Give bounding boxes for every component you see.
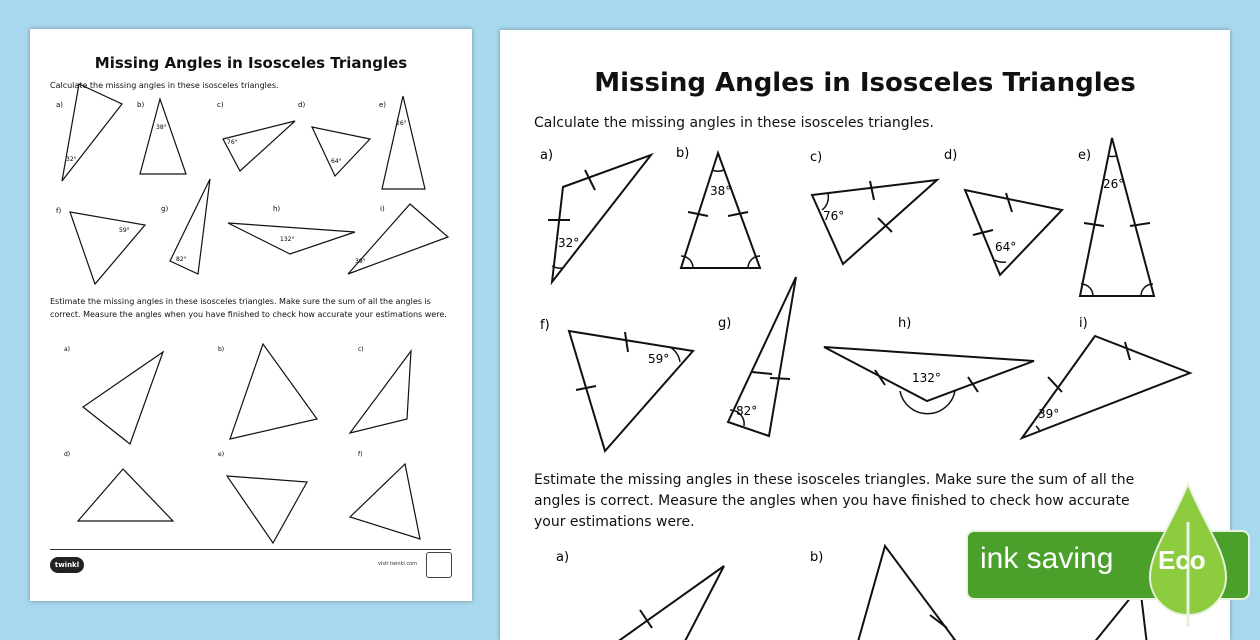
thumb-label-f: f): [56, 207, 62, 215]
instruction-estimate: Estimate the missing angles in these isosceles triangles. Make sure the sum of all the angles is correct. Measure the angles when you have finished to check how accurate your estimations were.: [50, 297, 447, 319]
instruction-calculate: Calculate the missing angles in these isosceles triangles.: [50, 81, 279, 90]
label-c: c): [810, 150, 823, 165]
label-g: g): [718, 316, 732, 331]
footer-url: visit twinkl.com: [378, 561, 418, 567]
twinkl-logo: twinkl: [50, 557, 84, 573]
thumb-est-a: a): [64, 346, 71, 353]
thumb-label-i: i): [380, 205, 385, 213]
thumb-label-e: e): [379, 101, 387, 109]
label-e: e): [1078, 148, 1092, 163]
estimate-triangle-c: [350, 351, 411, 433]
thumb-angle-a: 32°: [66, 156, 77, 163]
thumb-est-c: c): [358, 346, 364, 353]
thumb-angle-h: 132°: [280, 236, 295, 243]
thumb-angle-d: 64°: [331, 158, 342, 165]
quality-badge-icon: [426, 552, 452, 578]
label-h: h): [898, 316, 912, 331]
instruction-calculate-large: Calculate the missing angles in these isosceles triangles.: [534, 115, 934, 131]
ink-saving-text: ink saving: [980, 542, 1114, 575]
thumb-label-c: c): [217, 101, 224, 109]
triangle-d: [312, 127, 370, 176]
angle-d: 64°: [995, 240, 1017, 254]
angle-g: 82°: [736, 404, 758, 418]
big-estimate-triangle-b: [850, 546, 955, 640]
thumb-angle-i: 39°: [355, 258, 366, 265]
thumb-label-b: b): [137, 101, 145, 109]
label-f: f): [540, 318, 550, 333]
thumb-label-h: h): [273, 205, 281, 213]
label-d: d): [944, 148, 958, 163]
thumb-angle-e: 26°: [396, 120, 407, 127]
estimate-triangle-d: [78, 469, 173, 521]
label-a: a): [540, 148, 554, 163]
estimate-triangle-e: [227, 476, 307, 543]
thumb-label-g: g): [161, 205, 169, 213]
triangle-a: [62, 84, 122, 181]
thumb-angle-c: 76°: [227, 139, 238, 146]
estimate-triangle-f: [350, 464, 420, 539]
estimate-label-a: a): [556, 550, 570, 565]
page-title: Missing Angles in Isosceles Triangles: [94, 54, 408, 72]
label-b: b): [676, 146, 690, 161]
angle-f: 59°: [648, 352, 670, 366]
estimate-label-b: b): [810, 550, 824, 565]
big-estimate-triangle-a: [620, 566, 724, 640]
thumb-angle-f: 59°: [119, 227, 130, 234]
angle-h: 132°: [912, 371, 941, 385]
estimate-triangle-b: [230, 344, 317, 439]
big-triangle-i: [1022, 336, 1190, 438]
thumb-angle-b: 38°: [156, 124, 167, 131]
thumb-est-f: f): [358, 451, 363, 458]
angle-e: 26°: [1103, 177, 1125, 191]
thumb-angle-g: 82°: [176, 256, 187, 263]
page-title-large: Missing Angles in Isosceles Triangles: [594, 68, 1136, 98]
big-triangle-a: [552, 155, 651, 282]
worksheet-thumbnail[interactable]: [30, 29, 472, 601]
triangle-c: [223, 121, 295, 171]
estimate-triangle-a: [83, 352, 163, 444]
thumb-est-b: b): [218, 346, 225, 353]
triangle-b: [140, 99, 186, 174]
triangle-e: [382, 96, 425, 189]
thumb-est-e: e): [218, 451, 225, 458]
angle-i: 39°: [1038, 407, 1060, 421]
angle-c: 76°: [823, 209, 845, 223]
big-triangle-e: [1080, 138, 1154, 296]
eco-label: Eco: [1158, 545, 1206, 575]
big-triangle-f: [569, 331, 693, 451]
footer-divider: [50, 549, 451, 550]
thumb-label-d: d): [298, 101, 306, 109]
instruction-estimate-large: Estimate the missing angles in these isosceles triangles. Make sure the sum of all the angles is correct. Measure the angles when you have finished to check how accurate your estimations were.: [534, 472, 1135, 530]
triangle-f: [70, 212, 145, 284]
thumb-label-a: a): [56, 101, 64, 109]
angle-b: 38°: [710, 184, 732, 198]
label-i: i): [1079, 316, 1088, 331]
thumb-est-d: d): [64, 451, 71, 458]
angle-a: 32°: [558, 236, 580, 250]
